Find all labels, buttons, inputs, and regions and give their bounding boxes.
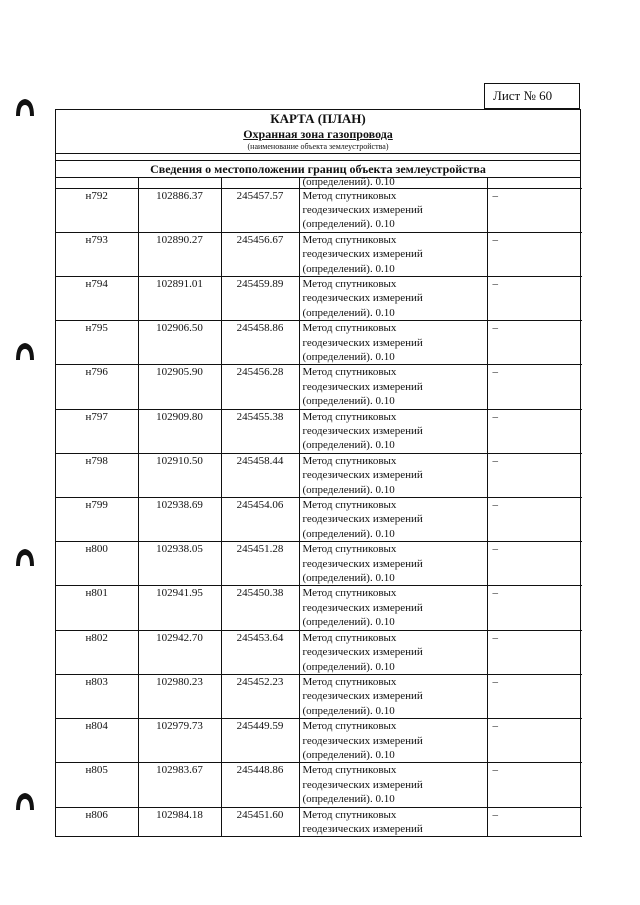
table-row [56, 365, 582, 409]
table-row [56, 586, 582, 630]
method-cell [299, 763, 487, 807]
method-line: Метод спутниковых [302, 189, 397, 202]
coord-x: 102890.27 [138, 232, 221, 276]
coord-x: 102983.67 [138, 763, 221, 807]
continued-row [56, 178, 582, 188]
object-name: Охранная зона газопровода [243, 127, 393, 141]
point-id: н804 [56, 719, 138, 763]
coord-y: 245451.60 [221, 807, 299, 837]
method-cell [299, 630, 487, 674]
accuracy-dash: – [487, 188, 582, 232]
object-caption: (наименование объекта землеустройства) [247, 142, 389, 151]
method-line: Метод спутниковых [302, 366, 397, 379]
method-line: геодезических измерений [302, 425, 423, 437]
table-row [56, 321, 582, 365]
continued-method-text: (определений). 0.10 [299, 178, 487, 188]
binder-hole-mark [14, 790, 36, 812]
table-row [56, 763, 582, 807]
method-line: Метод спутниковых [302, 631, 397, 644]
method-cell [299, 188, 487, 232]
table-row [56, 188, 582, 232]
method-line: Метод спутниковых [302, 233, 397, 246]
point-id: н795 [56, 321, 138, 365]
coord-x: 102938.05 [138, 542, 221, 586]
method-line: Метод спутниковых [302, 675, 397, 688]
method-line: Метод спутниковых [302, 543, 397, 556]
method-line: (определений). 0.10 [302, 439, 395, 452]
coord-y: 245456.67 [221, 232, 299, 276]
accuracy-dash: – [487, 232, 582, 276]
table-row [56, 498, 582, 542]
method-line: Метод спутниковых [302, 322, 397, 335]
method-line: геодезических измерений [302, 469, 423, 482]
coord-y: 245450.38 [221, 586, 299, 630]
accuracy-dash: – [487, 409, 582, 453]
document-frame [55, 109, 581, 837]
point-id: н792 [56, 188, 138, 232]
coord-y: 245459.89 [221, 276, 299, 320]
method-line: Метод спутниковых [302, 454, 397, 467]
table-row [56, 453, 582, 497]
coord-x: 102938.69 [138, 498, 221, 542]
accuracy-dash: – [487, 365, 582, 409]
method-line: (определений). 0.10 [302, 483, 395, 496]
coord-x: 102942.70 [138, 630, 221, 674]
coord-y: 245453.64 [221, 630, 299, 674]
method-line: Метод спутниковых [302, 410, 397, 423]
coord-y: 245449.59 [221, 719, 299, 763]
binder-hole-mark [14, 340, 36, 362]
method-line: Метод спутниковых [302, 764, 397, 777]
map-title: КАРТА (ПЛАН) [270, 111, 366, 126]
method-line: (определений). 0.10 [302, 660, 395, 673]
method-line: геодезических измерений [302, 822, 423, 835]
method-line: геодезических измерений [302, 248, 423, 261]
method-line: геодезических измерений [302, 380, 423, 393]
method-line: Метод спутниковых [302, 720, 397, 733]
method-line: геодезических измерений [302, 203, 423, 216]
method-cell [299, 321, 487, 365]
coord-x: 102984.18 [138, 807, 221, 837]
method-cell [299, 542, 487, 586]
coord-y: 245454.06 [221, 498, 299, 542]
method-line: (определений). 0.10 [302, 395, 395, 408]
point-id: н806 [56, 807, 138, 837]
point-id: н802 [56, 630, 138, 674]
binder-hole-mark [14, 96, 36, 118]
coord-y: 245458.86 [221, 321, 299, 365]
method-line: (определений). 0.10 [302, 704, 395, 717]
coord-y: 245448.86 [221, 763, 299, 807]
method-line: Метод спутниковых [302, 587, 397, 600]
boundary-points-table [56, 178, 582, 837]
method-line: Метод спутниковых [302, 277, 397, 290]
coord-x: 102941.95 [138, 586, 221, 630]
point-id: н797 [56, 409, 138, 453]
coord-x: 102906.50 [138, 321, 221, 365]
coord-y: 245451.28 [221, 542, 299, 586]
method-cell [299, 409, 487, 453]
method-cell [299, 453, 487, 497]
method-line: (определений). 0.10 [302, 306, 395, 319]
coord-x: 102886.37 [138, 188, 221, 232]
coord-x: 102905.90 [138, 365, 221, 409]
table-row [56, 630, 582, 674]
sheet-number: 60 [539, 88, 553, 103]
method-cell [299, 232, 487, 276]
coord-y: 245458.44 [221, 453, 299, 497]
method-cell [299, 807, 487, 837]
method-cell [299, 586, 487, 630]
coord-y: 245452.23 [221, 674, 299, 718]
accuracy-dash: – [487, 321, 582, 365]
table-row [56, 807, 582, 837]
method-line: (определений). 0.10 [302, 350, 395, 363]
coord-y: 245456.28 [221, 365, 299, 409]
coord-y: 245455.38 [221, 409, 299, 453]
method-line: геодезических измерений [302, 292, 423, 305]
method-cell [299, 498, 487, 542]
method-line: геодезических измерений [302, 778, 423, 791]
method-line: (определений). 0.10 [302, 572, 395, 585]
table-row [56, 542, 582, 586]
header-gap [56, 154, 580, 161]
binder-hole-mark [14, 546, 36, 568]
section-title: Сведения о местоположении границ объекта землеустройства [56, 161, 580, 178]
point-id: н800 [56, 542, 138, 586]
method-line: геодезических измерений [302, 513, 423, 526]
method-line: геодезических измерений [302, 336, 423, 349]
coord-x: 102909.80 [138, 409, 221, 453]
method-line: (определений). 0.10 [302, 748, 395, 761]
method-line: геодезических измерений [302, 690, 423, 703]
coord-x: 102910.50 [138, 453, 221, 497]
method-cell [299, 719, 487, 763]
point-id: н793 [56, 232, 138, 276]
point-id: н796 [56, 365, 138, 409]
accuracy-dash: – [487, 763, 582, 807]
point-id: н799 [56, 498, 138, 542]
method-cell [299, 365, 487, 409]
accuracy-dash: – [487, 586, 582, 630]
table-row [56, 232, 582, 276]
method-line: Метод спутниковых [302, 499, 397, 512]
method-line: (определений). 0.10 [302, 527, 395, 540]
method-line: геодезических измерений [302, 557, 423, 570]
accuracy-dash: – [487, 674, 582, 718]
accuracy-dash: – [487, 542, 582, 586]
coord-x: 102980.23 [138, 674, 221, 718]
accuracy-dash: – [487, 807, 582, 837]
table-row [56, 276, 582, 320]
method-line: (определений). 0.10 [302, 616, 395, 629]
method-cell [299, 674, 487, 718]
method-line: Метод спутниковых [302, 808, 397, 821]
accuracy-dash: – [487, 719, 582, 763]
accuracy-dash: – [487, 453, 582, 497]
point-id: н794 [56, 276, 138, 320]
sheet-label: Лист № [493, 88, 536, 103]
coord-x: 102979.73 [138, 719, 221, 763]
point-id: н805 [56, 763, 138, 807]
accuracy-dash: – [487, 276, 582, 320]
table-row [56, 719, 582, 763]
method-line: геодезических измерений [302, 734, 423, 747]
method-cell [299, 276, 487, 320]
point-id: н803 [56, 674, 138, 718]
table-row [56, 674, 582, 718]
accuracy-dash: – [487, 498, 582, 542]
method-line: геодезических измерений [302, 601, 423, 614]
method-line: (определений). 0.10 [302, 793, 395, 806]
method-line: (определений). 0.10 [302, 262, 395, 275]
point-id: н801 [56, 586, 138, 630]
point-id: н798 [56, 453, 138, 497]
map-header [56, 110, 580, 154]
coord-y: 245457.57 [221, 188, 299, 232]
method-line: (определений). 0.10 [302, 218, 395, 231]
table-row [56, 409, 582, 453]
coord-x: 102891.01 [138, 276, 221, 320]
method-line: геодезических измерений [302, 646, 423, 659]
sheet-number-box [484, 83, 580, 109]
accuracy-dash: – [487, 630, 582, 674]
